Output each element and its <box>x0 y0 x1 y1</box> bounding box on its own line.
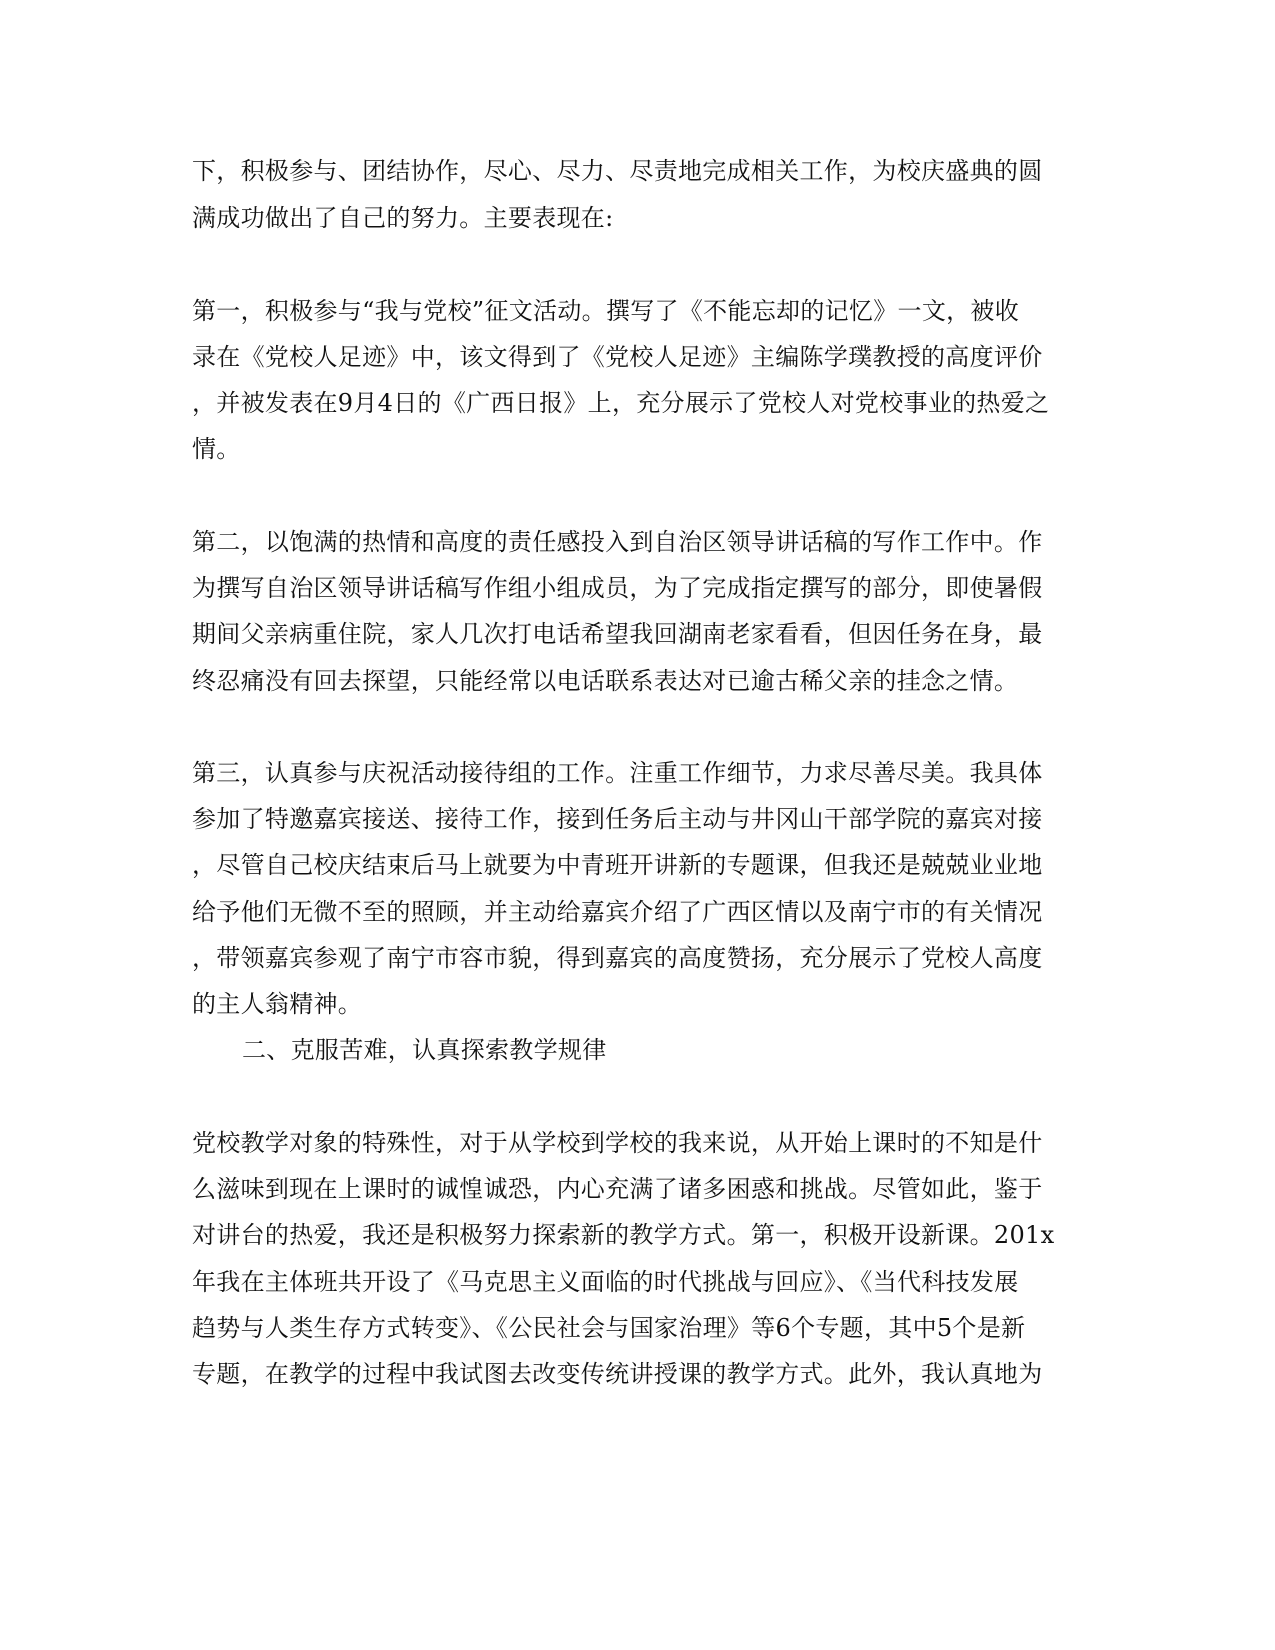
text-line-1: 下，积极参与、团结协作，尽心、尽力、尽责地完成相关工作，为校庆盛典的圆 <box>192 157 1043 185</box>
text-line-2: 满成功做出了自己的努力。主要表现在: <box>192 204 614 232</box>
section-heading: 二、克服苦难，认真探索教学规律 <box>242 1036 607 1064</box>
text-line-4: 录在《党校人足迹》中，该文得到了《党校人足迹》主编陈学璞教授的高度评价 <box>192 343 1043 371</box>
text-line-15: ，带领嘉宾参观了南宁市容市貌，得到嘉宾的高度赞扬，充分展示了党校人高度 <box>192 944 1043 972</box>
text-line-6: 情。 <box>192 435 241 463</box>
text-line-9: 期间父亲病重住院，家人几次打电话希望我回湖南老家看看，但因任务在身，最 <box>192 620 1043 648</box>
text-line-5: ，并被发表在9月4日的《广西日报》上，充分展示了党校人对党校事业的热爱之 <box>192 389 1050 417</box>
text-line-8: 为撰写自治区领导讲话稿写作组小组成员，为了完成指定撰写的部分，即使暑假 <box>192 574 1043 602</box>
text-line-14: 给予他们无微不至的照顾，并主动给嘉宾介绍了广西区情以及南宁市的有关情况 <box>192 898 1043 926</box>
text-line-10: 终忍痛没有回去探望，只能经常以电话联系表达对已逾古稀父亲的挂念之情。 <box>192 667 1019 695</box>
text-line-22: 趋势与人类生存方式转变》、《公民社会与国家治理》等6个专题，其中5个是新 <box>192 1314 1026 1342</box>
text-line-3: 第一，积极参与“我与党校”征文活动。撰写了《不能忘却的记忆》一文，被收 <box>192 297 1020 325</box>
text-line-21: 年我在主体班共开设了《马克思主义面临的时代挑战与回应》、《当代科技发展 <box>192 1268 1019 1296</box>
text-line-16: 的主人翁精神。 <box>192 990 363 1018</box>
text-line-7: 第二，以饱满的热情和高度的责任感投入到自治区领导讲话稿的写作工作中。作 <box>192 528 1043 556</box>
text-line-12: 参加了特邀嘉宾接送、接待工作，接到任务后主动与井冈山干部学院的嘉宾对接 <box>192 805 1043 833</box>
text-line-19: 么滋味到现在上课时的诚惶诚恐，内心充满了诸多困惑和挑战。尽管如此，鉴于 <box>192 1175 1043 1203</box>
text-line-18: 党校教学对象的特殊性，对于从学校到学校的我来说，从开始上课时的不知是什 <box>192 1129 1043 1157</box>
text-line-11: 第三，认真参与庆祝活动接待组的工作。注重工作细节，力求尽善尽美。我具体 <box>192 759 1043 787</box>
text-line-20: 对讲台的热爱，我还是积极努力探索新的教学方式。第一，积极开设新课。201x <box>192 1221 1055 1249</box>
text-line-13: ，尽管自己校庆结束后马上就要为中青班开讲新的专题课，但我还是兢兢业业地 <box>192 851 1043 879</box>
text-line-23: 专题，在教学的过程中我试图去改变传统讲授课的教学方式。此外，我认真地为 <box>192 1360 1043 1388</box>
